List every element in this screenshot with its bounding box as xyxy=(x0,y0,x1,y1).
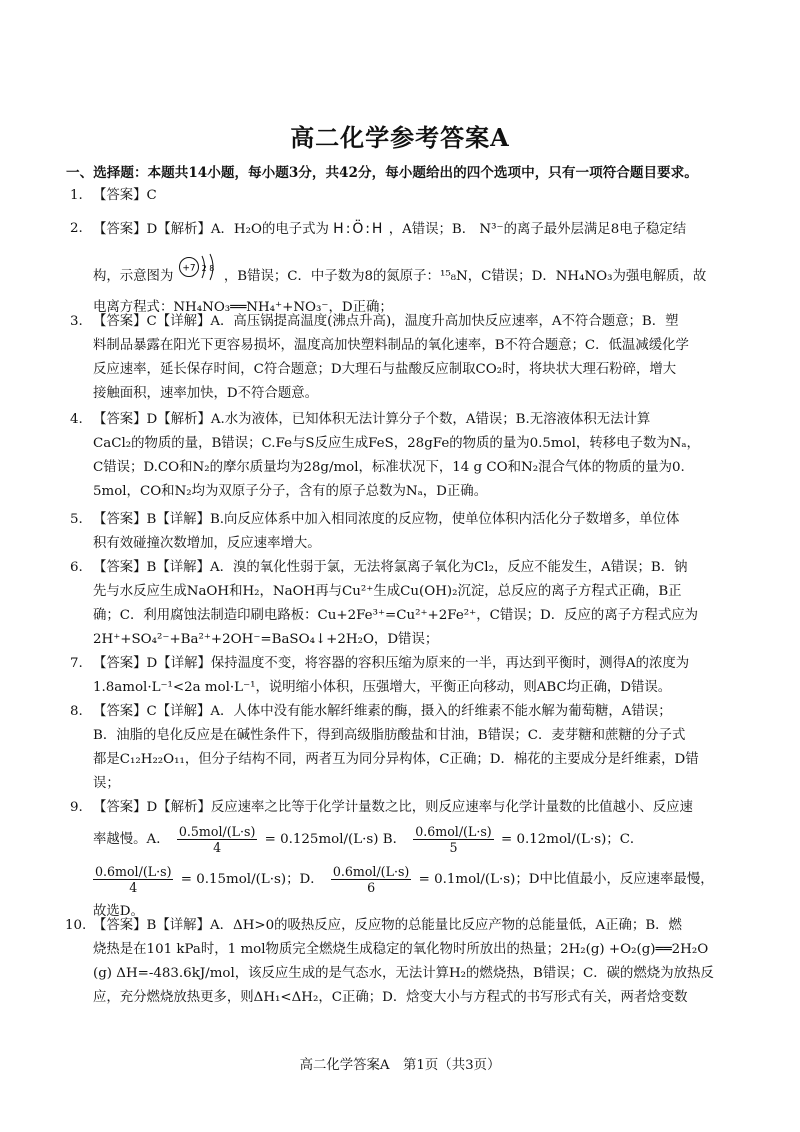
answer-line: 【答案】C xyxy=(93,188,157,203)
answer-line: 误； xyxy=(93,776,120,791)
question-number: 2. xyxy=(70,221,83,236)
question-3 xyxy=(70,310,729,406)
question-5 xyxy=(70,508,729,556)
answer-line: 积有效碰撞次数增加，反应速率增大。 xyxy=(93,536,321,551)
answer-line: 料制品暴露在阳光下更容易损坏，温度高加快塑料制品的氧化速率，B不符合题意；C．低温减缓化学 xyxy=(93,338,689,353)
answer-line: 应，充分燃烧放热更多，则ΔH₁<ΔH₂，C正确；D．焓变大小与方程式的书写形式有关，两者焓变数 xyxy=(93,990,688,1005)
answer-text: 【答案】D【解析】A．H₂O的电子式为 xyxy=(93,222,329,237)
answer-line: 都是C₁₂H₂₂O₁₁，但分子结构不同，两者互为同分异构体，C正确；D．棉花的主要成分是纤维素，D错 xyxy=(93,752,699,767)
question-number: 10. xyxy=(65,918,87,933)
denominator: 6 xyxy=(367,880,376,895)
question-number: 6. xyxy=(70,560,83,575)
answer-line: 确；C．利用腐蚀法制造印刷电路板：Cu+2Fe³⁺=Cu²⁺+2Fe²⁺，C错误；D．反应的离子方程式应为 xyxy=(93,608,699,623)
question-7 xyxy=(70,652,729,700)
answer-line: 【答案】D【解析】A.水为液体，已知体积无法计算分子个数，A错误；B.无溶液体积无法计算 xyxy=(93,412,651,427)
question-2 xyxy=(70,212,729,320)
answer-line: 先与水反应生成NaOH和H₂，NaOH再与Cu²⁺生成Cu(OH)₂沉淀，总反应的离子方程式正确，B正 xyxy=(93,584,682,599)
answer-line: 【答案】B【详解】A．溴的氧化性弱于氯，无法将氯离子氧化为Cl₂，反应不能发生，A错误；B．钠 xyxy=(93,560,688,575)
answer-line: 【答案】D【详解】保持温度不变，将容器的容积压缩为原来的一半，再达到平衡时，测得A的浓度为 xyxy=(93,656,690,671)
answer-line: 【答案】D【解析】反应速率之比等于化学计量数之比，则反应速率与化学计量数的比值越小、反应速 xyxy=(93,800,693,815)
electron-shells: 2 8 xyxy=(201,264,214,273)
answer-line: C错误；D.CO和N₂的摩尔质量均为28g/mol，标准状况下，14 g CO和N₂混合气体的物质的量为0. xyxy=(93,460,685,475)
answer-text: = 0.1mol/(L·s)；D中比值最小，反应速率最慢， xyxy=(418,872,714,887)
answer-line: 5mol，CO和N₂均为双原子分子，含有的原子总数为Nₐ，D正确。 xyxy=(93,484,488,499)
answer-line: 2H⁺+SO₄²⁻+Ba²⁺+2OH⁻=BaSO₄↓+2H₂O，D错误； xyxy=(93,632,439,647)
formula-line xyxy=(93,820,729,860)
question-4 xyxy=(70,408,729,504)
answer-line: 1.8amol·L⁻¹<2a mol·L⁻¹，说明缩小体积，压强增大，平衡正向移动，则ABC均正确，D错误。 xyxy=(93,680,672,695)
numerator: 0.5mol/(L·s) xyxy=(178,824,256,839)
fraction-a xyxy=(177,824,257,855)
numerator: 0.6mol/(L·s) xyxy=(332,864,410,879)
answer-text: = 0.125mol/(L·s) B． xyxy=(264,832,406,847)
page-footer: 高二化学答案A 第1页（共3页） xyxy=(299,1058,501,1073)
answer-line: 故选D。 xyxy=(93,904,144,919)
answer-text: = 0.15mol/(L·s)；D． xyxy=(180,872,324,887)
answer-text: ，B错误；C．中子数为8的氮原子：¹⁵₈N，C错误；D．NH₄NO₃为强电解质，故 xyxy=(223,269,707,284)
denominator: 4 xyxy=(129,880,138,895)
question-8 xyxy=(70,700,729,796)
question-number: 1. xyxy=(70,188,83,203)
section-header: 一、选择题：本题共14小题，每小题3分，共42分，每小题给出的四个选项中，只有一项符合题目要求。 xyxy=(66,165,698,181)
answer-line: 【答案】B【详解】A．ΔH>0的吸热反应，反应物的总能量比反应产物的总能量低，A正确；B．燃 xyxy=(93,918,682,933)
answer-line: 反应速率，延长保存时间，C符合题意；D大理石与盐酸反应制取CO₂时，将块状大理石粉碎，增大 xyxy=(93,362,677,377)
nucleus-charge: +7 xyxy=(181,263,196,274)
answer-text: 构，示意图为 xyxy=(93,269,174,284)
denominator: 4 xyxy=(213,840,222,855)
question-6 xyxy=(70,556,729,652)
answer-text: 电离方程式：NH₄NO₃══NH₄⁺+NO₃⁻，D正确； xyxy=(93,300,393,315)
question-number: 9. xyxy=(70,800,83,815)
page-title: 高二化学参考答案A xyxy=(290,123,510,152)
electron-formula: H:Ö:H xyxy=(333,221,385,237)
answer-line: 接触面积，速率加快，D不符合题意。 xyxy=(93,386,318,401)
question-number: 7. xyxy=(70,656,83,671)
answer-line: 【答案】B【详解】B.向反应体系中加入相同浓度的反应物，使单位体积内活化分子数增多，单位体 xyxy=(93,512,680,527)
question-1 xyxy=(70,184,729,208)
answer-line: 【答案】C【详解】A．高压锅提高温度(沸点升高)，温度升高加快反应速率，A不符合题意；B．塑 xyxy=(93,314,679,329)
answer-text: ，A错误；B． N³⁻的离子最外层满足8电子稳定结 xyxy=(388,222,687,237)
fraction-c xyxy=(93,864,173,895)
question-number: 5. xyxy=(70,512,83,527)
answer-line: (g) ΔH=-483.6kJ/mol，该反应生成的是气态水，无法计算H₂的燃烧热，B错误；C．碳的燃烧为放热反 xyxy=(93,966,714,981)
question-10 xyxy=(65,914,729,1010)
fraction-d xyxy=(331,864,411,895)
answer-line: 烧热是在101 kPa时，1 mol物质完全燃烧生成稳定的氧化物时所放出的热量；2H₂(g) +O₂(g)══2H₂O xyxy=(93,942,709,957)
question-number: 4. xyxy=(70,412,83,427)
denominator: 5 xyxy=(449,840,458,855)
answer-text: 率越慢。A． xyxy=(93,832,170,847)
question-9 xyxy=(70,796,729,924)
answer-line: CaCl₂的物质的量，B错误；C.Fe与S反应生成FeS，28gFe的物质的量为0.5mol，转移电子数为Nₐ， xyxy=(93,436,700,451)
answer-line: 【答案】C【详解】A．人体中没有能水解纤维素的酶，摄入的纤维素不能水解为葡萄糖，A错误； xyxy=(93,704,672,719)
question-number: 8. xyxy=(70,704,83,719)
formula-line xyxy=(73,860,729,900)
atom-structure-diagram xyxy=(178,252,220,301)
answer-line: B．油脂的皂化反应是在碱性条件下，得到高级脂肪酸盐和甘油，B错误；C．麦芽糖和蔗糖的分子式 xyxy=(93,728,686,743)
question-number: 3. xyxy=(70,314,83,329)
answer-text: = 0.12mol/(L·s)；C． xyxy=(500,832,644,847)
numerator: 0.6mol/(L·s) xyxy=(95,864,172,879)
numerator: 0.6mol/(L·s) xyxy=(415,824,492,839)
fraction-b xyxy=(413,824,493,855)
